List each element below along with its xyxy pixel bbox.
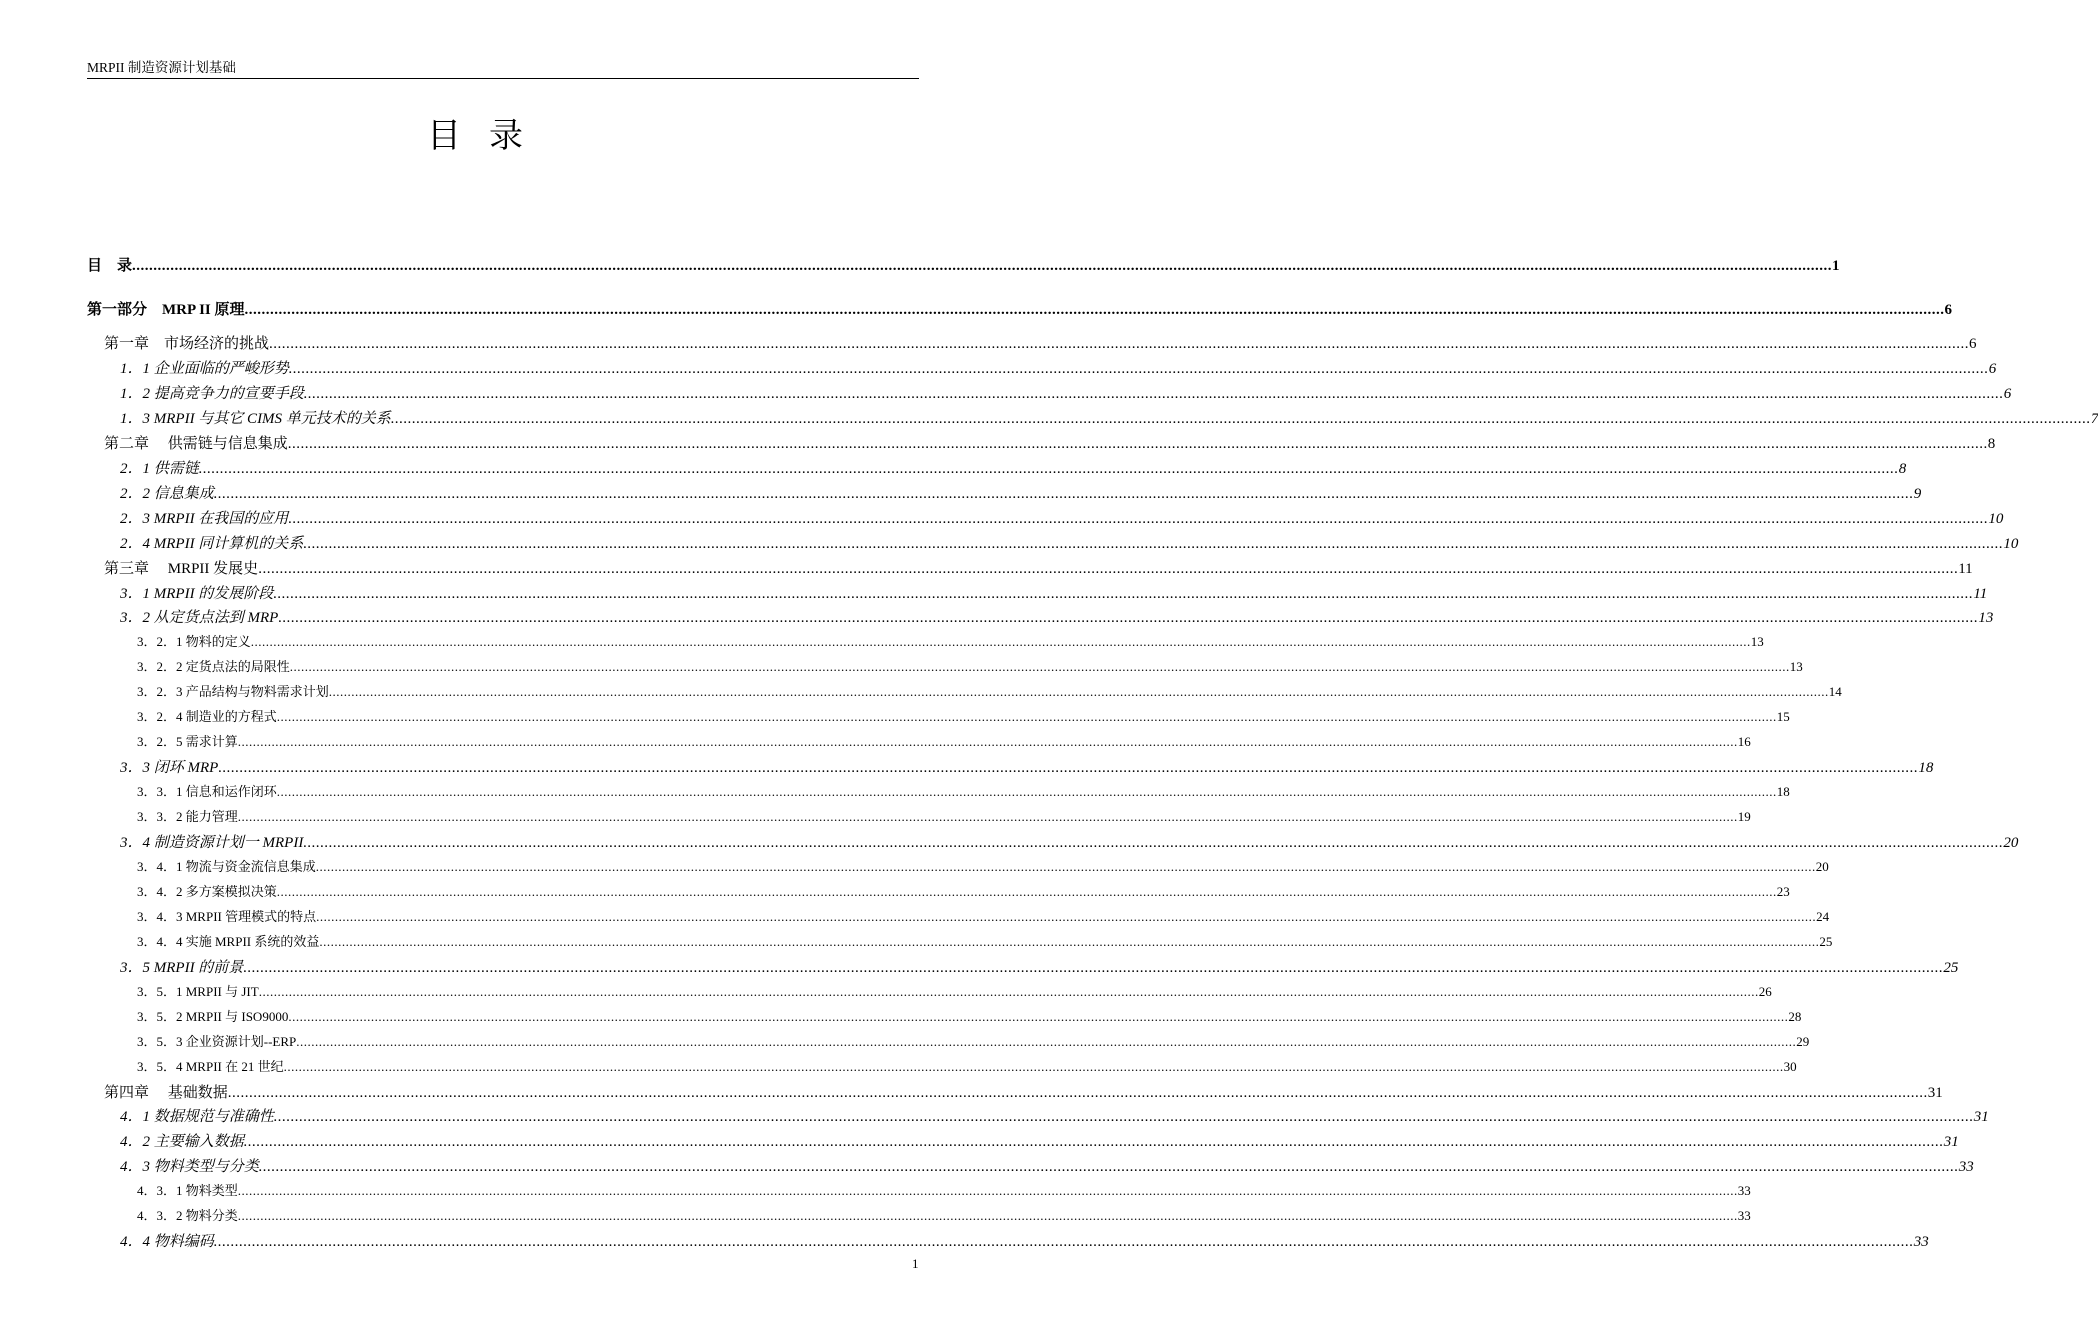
toc-entry-title: 4．3．2 物料分类: [137, 1208, 238, 1224]
toc-entry-page: 18: [1776, 784, 1790, 800]
toc-entry[interactable]: [104, 557, 1973, 578]
toc-leader-dots: ................................................................................................................................................................................................................................................................................................................................................................................................................: [243, 1134, 1944, 1151]
toc-entry-title: 第二章 供需链与信息集成: [104, 435, 288, 452]
toc-entry-title: 2．3 MRPII 在我国的应用: [120, 510, 289, 527]
toc-entry-title: 1．3 MRPII 与其它 CIMS 单元技术的关系: [120, 410, 391, 427]
toc-entry[interactable]: [137, 1056, 1797, 1075]
toc-entry[interactable]: [137, 1031, 1810, 1050]
toc-entry-title: 3．4 制造资源计划一 MRPII: [120, 835, 304, 851]
toc-entry-title: 3．5．3 企业资源计划--ERP: [137, 1033, 297, 1049]
toc-entry[interactable]: [87, 254, 1840, 275]
toc-leader-dots: ................................................................................................................................................................................................................................................................................................................................................................................................................: [250, 634, 1751, 650]
toc-entry-title: 3．2．2 定货点法的局限性: [137, 659, 290, 675]
toc-leader-dots: ................................................................................................................................................................................................................................................................................................................................................................................................................: [328, 684, 1829, 700]
toc-entry-page: 9: [1913, 485, 1922, 502]
toc-leader-dots: ................................................................................................................................................................................................................................................................................................................................................................................................................: [237, 734, 1738, 750]
toc-leader-dots: ................................................................................................................................................................................................................................................................................................................................................................................................................: [283, 1058, 1784, 1074]
toc-entry-title: 3．2．5 需求计算: [137, 734, 238, 750]
toc-entry[interactable]: [120, 1130, 1959, 1151]
toc-entry-title: 3．1 MRPII 的发展阶段: [120, 585, 274, 602]
toc-entry-page: 10: [2003, 535, 2019, 552]
toc-entry-page: 33: [1737, 1183, 1751, 1199]
toc-entry-title: 1．2 提高竞争力的宣要手段: [120, 385, 304, 402]
toc-entry[interactable]: [120, 407, 2098, 428]
toc-leader-dots: ................................................................................................................................................................................................................................................................................................................................................................................................................: [288, 360, 1989, 377]
toc-entry-page: 7: [2090, 410, 2098, 427]
toc-leader-dots: ................................................................................................................................................................................................................................................................................................................................................................................................................: [237, 809, 1738, 825]
toc-entry-title: 2．1 供需链: [120, 460, 199, 477]
toc-leader-dots: ................................................................................................................................................................................................................................................................................................................................................................................................................: [237, 1183, 1738, 1199]
toc-leader-dots: ................................................................................................................................................................................................................................................................................................................................................................................................................: [289, 659, 1790, 675]
toc-entry-page: 6: [1944, 302, 1953, 318]
toc-entry-title: 第四章 基础数据: [104, 1084, 228, 1101]
toc-entry-title: 3．5．4 MRPII 在 21 世纪: [137, 1058, 284, 1074]
toc-entry-page: 6: [1988, 360, 1997, 377]
toc-entry-page: 15: [1776, 709, 1790, 725]
toc-entry-title: 3．3．1 信息和运作闭环: [137, 784, 277, 800]
toc-entry-title: 3．2．4 制造业的方程式: [137, 709, 277, 725]
toc-leader-dots: ................................................................................................................................................................................................................................................................................................................................................................................................................: [276, 883, 1777, 899]
toc-entry-title: 第三章 MRPII 发展史: [104, 560, 259, 577]
toc-entry-page: 31: [1927, 1084, 1943, 1101]
toc-leader-dots: ................................................................................................................................................................................................................................................................................................................................................................................................................: [303, 385, 2004, 402]
toc-entry-title: 3．4．3 MRPII 管理模式的特点: [137, 908, 317, 924]
toc-leader-dots: ................................................................................................................................................................................................................................................................................................................................................................................................................: [288, 510, 1989, 527]
toc-entry[interactable]: [137, 856, 1829, 875]
toc-leader-dots: ................................................................................................................................................................................................................................................................................................................................................................................................................: [273, 585, 1974, 602]
toc-entry-page: 6: [2003, 385, 2012, 402]
toc-entry[interactable]: [120, 507, 2004, 528]
toc-entry-title: 3．4．1 物流与资金流信息集成: [137, 858, 316, 874]
toc-entry[interactable]: [120, 956, 1959, 977]
toc-entry[interactable]: [137, 806, 1751, 825]
toc-leader-dots: ................................................................................................................................................................................................................................................................................................................................................................................................................: [288, 1008, 1789, 1024]
page-number: 1: [912, 1256, 919, 1271]
toc-entry[interactable]: [120, 606, 1994, 627]
toc-leader-dots: ................................................................................................................................................................................................................................................................................................................................................................................................................: [213, 485, 1914, 502]
toc-entry[interactable]: [137, 981, 1772, 1000]
toc-entry-page: 33: [1737, 1208, 1751, 1224]
toc-entry[interactable]: [87, 298, 1953, 319]
toc-leader-dots: ................................................................................................................................................................................................................................................................................................................................................................................................................: [213, 1234, 1914, 1251]
toc-entry-title: 4．3．1 物料类型: [137, 1183, 238, 1199]
toc-entry-page: 13: [1750, 634, 1764, 650]
toc-entry-title: 3．4．4 实施 MRPII 系统的效益: [137, 933, 320, 949]
toc-entry[interactable]: [104, 432, 1996, 453]
toc-entry[interactable]: [137, 1205, 1751, 1224]
toc-entry-title: 2．2 信息集成: [120, 485, 214, 502]
toc-entry-title: 目 录: [87, 258, 133, 274]
toc-entry[interactable]: [120, 357, 1997, 378]
toc-leader-dots: ................................................................................................................................................................................................................................................................................................................................................................................................................: [303, 835, 2004, 851]
toc-entry-page: 14: [1828, 684, 1842, 700]
toc-leader-dots: ................................................................................................................................................................................................................................................................................................................................................................................................................: [273, 1109, 1974, 1126]
toc-entry-title: 3．5．1 MRPII 与 JIT: [137, 983, 259, 999]
toc-entry-page: 30: [1783, 1058, 1797, 1074]
toc-entry-page: 10: [1988, 510, 2004, 527]
toc-entry-title: 3．5 MRPII 的前景: [120, 959, 244, 976]
toc-entry-page: 18: [1918, 760, 1934, 777]
toc-entry-page: 16: [1737, 734, 1751, 750]
toc-leader-dots: ................................................................................................................................................................................................................................................................................................................................................................................................................: [258, 983, 1759, 999]
toc-entry[interactable]: [104, 1081, 1943, 1102]
running-header: MRPII 制造资源计划基础: [87, 58, 919, 79]
toc-entry-page: 25: [1819, 933, 1833, 949]
toc-leader-dots: ................................................................................................................................................................................................................................................................................................................................................................................................................: [390, 410, 2091, 427]
toc-leader-dots: ................................................................................................................................................................................................................................................................................................................................................................................................................: [287, 435, 1988, 452]
toc-entry-title: 3．4．2 多方案模拟决策: [137, 883, 277, 899]
toc-entry-page: 31: [1943, 1134, 1959, 1151]
toc-entry-title: 4．1 数据规范与准确性: [120, 1109, 274, 1126]
toc-leader-dots: ................................................................................................................................................................................................................................................................................................................................................................................................................: [276, 709, 1777, 725]
toc-leader-dots: ................................................................................................................................................................................................................................................................................................................................................................................................................: [244, 302, 1945, 318]
toc-entry[interactable]: [137, 631, 1764, 650]
toc-entry[interactable]: [137, 681, 1842, 700]
toc-entry[interactable]: [120, 1230, 1929, 1251]
toc-entry-page: 19: [1737, 809, 1751, 825]
toc-leader-dots: ................................................................................................................................................................................................................................................................................................................................................................................................................: [258, 1159, 1959, 1176]
toc-entry-page: 11: [1958, 560, 1973, 577]
toc-entry-page: 26: [1758, 983, 1772, 999]
toc-entry-page: 29: [1796, 1033, 1810, 1049]
toc-entry-page: 20: [1815, 858, 1829, 874]
toc-leader-dots: ................................................................................................................................................................................................................................................................................................................................................................................................................: [237, 1208, 1738, 1224]
toc-entry-page: 33: [1958, 1159, 1974, 1176]
toc-entry-page: 8: [1898, 460, 1907, 477]
toc-entry-title: 4．3 物料类型与分类: [120, 1159, 259, 1176]
toc-entry-page: 23: [1776, 883, 1790, 899]
toc-entry[interactable]: [120, 532, 2019, 553]
toc-entry-title: 3．3 闭环 MRP: [120, 760, 219, 777]
toc-entry-page: 25: [1943, 959, 1959, 976]
toc-entry-page: 13: [1978, 610, 1994, 627]
toc-entry-title: 3．2．1 物料的定义: [137, 634, 251, 650]
toc-entry-page: 8: [1987, 435, 1996, 452]
toc-leader-dots: ................................................................................................................................................................................................................................................................................................................................................................................................................: [132, 258, 1833, 274]
toc-entry-page: 33: [1913, 1234, 1929, 1251]
toc-leader-dots: ................................................................................................................................................................................................................................................................................................................................................................................................................: [269, 336, 1970, 352]
toc-entry-title: 4．4 物料编码: [120, 1234, 214, 1251]
toc-entry-title: 3．3．2 能力管理: [137, 809, 238, 825]
toc-entry[interactable]: [137, 706, 1790, 725]
toc-leader-dots: ................................................................................................................................................................................................................................................................................................................................................................................................................: [243, 959, 1944, 976]
toc-leader-dots: ................................................................................................................................................................................................................................................................................................................................................................................................................: [218, 760, 1919, 777]
toc-entry-page: 1: [1832, 258, 1840, 274]
toc-leader-dots: ................................................................................................................................................................................................................................................................................................................................................................................................................: [303, 535, 2004, 552]
toc-entry[interactable]: [137, 781, 1790, 800]
toc-entry-title: 第一章 市场经济的挑战: [104, 336, 270, 352]
toc-entry-page: 13: [1789, 659, 1803, 675]
toc-leader-dots: ................................................................................................................................................................................................................................................................................................................................................................................................................: [278, 610, 1979, 627]
toc-entry[interactable]: [120, 1105, 1989, 1126]
toc-entry[interactable]: [137, 1006, 1802, 1025]
toc-entry[interactable]: [120, 582, 1988, 603]
toc-entry-title: 3．2 从定货点法到 MRP: [120, 610, 279, 627]
toc-entry[interactable]: [137, 656, 1803, 675]
toc-entry[interactable]: [104, 332, 1977, 353]
toc-entry[interactable]: [137, 731, 1751, 750]
toc-entry[interactable]: [137, 906, 1830, 925]
toc-leader-dots: ................................................................................................................................................................................................................................................................................................................................................................................................................: [258, 560, 1959, 577]
toc-leader-dots: ................................................................................................................................................................................................................................................................................................................................................................................................................: [276, 784, 1777, 800]
toc-entry[interactable]: [137, 931, 1833, 950]
toc-entry-title: 第一部分 MRP II 原理: [87, 302, 245, 318]
toc-entry[interactable]: [120, 831, 2019, 852]
toc-leader-dots: ................................................................................................................................................................................................................................................................................................................................................................................................................: [316, 908, 1817, 924]
toc-leader-dots: ................................................................................................................................................................................................................................................................................................................................................................................................................: [198, 460, 1899, 477]
toc-leader-dots: ................................................................................................................................................................................................................................................................................................................................................................................................................: [296, 1033, 1797, 1049]
toc-entry[interactable]: [137, 1180, 1751, 1199]
toc-entry-page: 28: [1788, 1008, 1802, 1024]
toc-entry-title: 1．1 企业面临的严峻形势: [120, 360, 289, 377]
toc-entry[interactable]: [120, 482, 1922, 503]
toc-entry-title: 3．2．3 产品结构与物料需求计划: [137, 684, 329, 700]
toc-entry-page: 11: [1973, 585, 1988, 602]
toc-entry-page: 24: [1816, 908, 1830, 924]
toc-entry-page: 6: [1969, 336, 1977, 352]
toc-entry-title: 2．4 MRPII 同计算机的关系: [120, 535, 304, 552]
toc-entry-page: 31: [1973, 1109, 1989, 1126]
toc-leader-dots: ................................................................................................................................................................................................................................................................................................................................................................................................................: [319, 933, 1820, 949]
toc-entry[interactable]: [137, 881, 1790, 900]
toc-leader-dots: ................................................................................................................................................................................................................................................................................................................................................................................................................: [315, 858, 1816, 874]
toc-entry-title: 3．5．2 MRPII 与 ISO9000: [137, 1008, 289, 1024]
toc-entry[interactable]: [120, 457, 1907, 478]
page-title: 目录: [427, 116, 551, 156]
toc-leader-dots: ................................................................................................................................................................................................................................................................................................................................................................................................................: [227, 1084, 1928, 1101]
toc-entry[interactable]: [120, 382, 2012, 403]
toc-entry-page: 20: [2003, 835, 2019, 851]
toc-entry[interactable]: [120, 756, 1934, 777]
toc-entry-title: 4．2 主要输入数据: [120, 1134, 244, 1151]
toc-entry[interactable]: [120, 1155, 1974, 1176]
